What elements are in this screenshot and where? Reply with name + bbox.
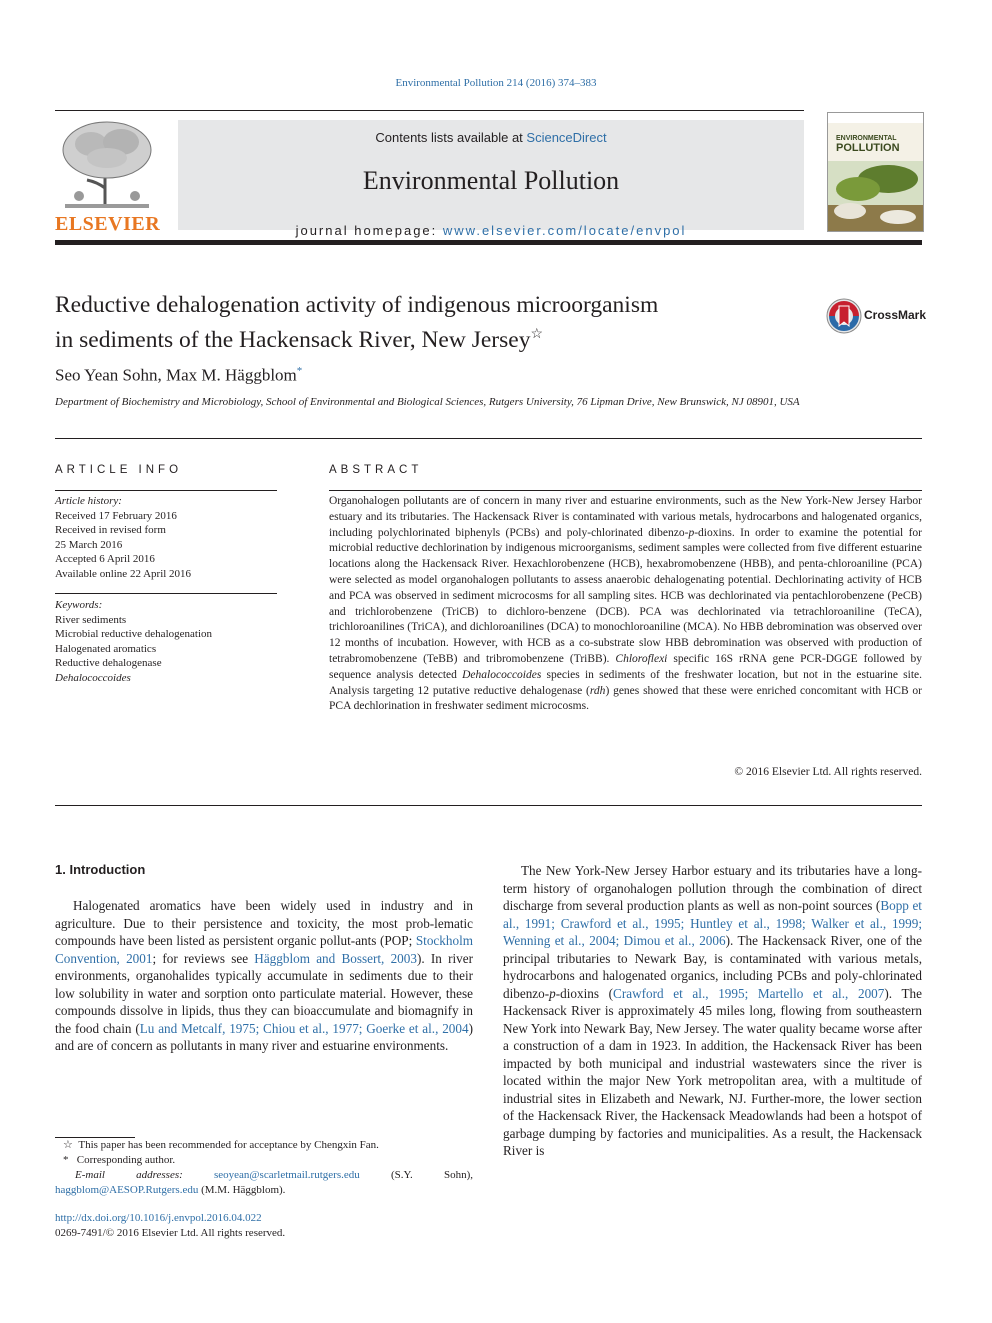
- keyword-item: Halogenated aromatics: [55, 642, 157, 655]
- email-owner: (S.Y. Sohn),: [359, 1169, 473, 1181]
- abstract-part: -dioxins. In order to examine the potential for microbial reductive dechlorination by indigenous microorganisms, sediment samples were collected from five different estuarine locations along the Hackensack River. Hexachlorobenzene (HCB), hexabromobenzene (HBB), and penta-chloroaniline (PCA) were selected as model organohalogen pollutants to assess anaerobic dehalogenating potential. Dechlorinating activity of HCB and PCA was observed in sediment microcosms for all sampling sites. HCB was dechlorinated via pentachlorobenzene (PeCB) and trichlorobenzene (TriCB) to dichloro-benzene (DCB). PCA was dechlorinated via tetrachloroaniline (TeCA), trichloroanilines (TriCA), and dichloroanilines (DCA) to monochloroaniline (MCA). No HBB debromination was observed over 12 months of incubation. However, with HCB as a co-substrate slow HBB debromination was observed with production of tetrabromobenzene (TeBB) and tribromobenzene (TriBB).: [329, 526, 922, 665]
- corresponding-author-mark[interactable]: *: [296, 365, 303, 377]
- abstract-italic: Dehalococcoides: [462, 668, 542, 681]
- article-title: [55, 290, 775, 355]
- abstract-text: [329, 494, 922, 715]
- journal-header-band: [178, 120, 804, 238]
- abstract-heading: ABSTRACT: [329, 464, 423, 476]
- sciencedirect-link[interactable]: ScienceDirect: [526, 130, 607, 145]
- abstract-part: ) genes showed that these were enriched concomitant with HCB or PCA dechlorination in freshwater sediment microcosms.: [329, 684, 922, 713]
- elsevier-logo[interactable]: [55, 118, 159, 236]
- keywords-block: [55, 598, 277, 685]
- footnote-star-text: This paper has been recommended for acceptance by Chengxin Fan.: [78, 1139, 379, 1151]
- footnote-star: ☆ This paper has been recommended for acceptance by Chengxin Fan.: [63, 1139, 379, 1151]
- keyword-item: Dehalococcoides: [55, 671, 131, 684]
- footnote-corr-text: Corresponding author.: [76, 1154, 176, 1166]
- doi-block: [55, 1211, 285, 1241]
- keywords-label: Keywords:: [55, 599, 103, 611]
- abstract-copyright: © 2016 Elsevier Ltd. All rights reserved.: [734, 766, 922, 778]
- abstract-part: species in sediments of the freshwater location, but not in the estuarine site. Analysis targeting 12 putative reductive dehalogenase (: [329, 668, 922, 697]
- body-text: The New York-New Jersey Harbor estuary and its tributaries have a long-term history of organohalogen pollution through the combination of direct discharge from several production plants as well as non-point sources (: [503, 863, 922, 913]
- keyword-item: Microbial reductive dehalogenation: [55, 628, 212, 640]
- crossmark-icon: [826, 298, 862, 334]
- history-label: Article history:: [55, 495, 122, 507]
- affiliation-rule: [55, 438, 922, 439]
- cover-title-line1: ENVIRONMENTAL: [836, 135, 897, 142]
- elsevier-wordmark: ELSEVIER: [55, 213, 161, 235]
- body-text: ; for reviews see: [152, 950, 255, 966]
- abstract-italic: Chloroflexi: [615, 652, 668, 665]
- history-item: Available online 22 April 2016: [55, 567, 192, 580]
- history-item: Accepted 6 April 2016: [55, 553, 155, 565]
- article-info-rule: [55, 490, 277, 491]
- author-names: Seo Yean Sohn, Max M. Häggblom: [55, 365, 297, 385]
- crossmark-badge[interactable]: [826, 296, 927, 336]
- journal-name: Environmental Pollution: [362, 166, 620, 195]
- author-list: [55, 365, 302, 386]
- keyword-item: River sediments: [55, 613, 127, 626]
- email-owner: (M.M. Häggblom).: [198, 1184, 286, 1196]
- footnote-emails: [55, 1168, 473, 1198]
- section-heading-introduction: 1. Introduction: [55, 862, 146, 877]
- body-text: -dioxins (: [555, 985, 614, 1001]
- email-link[interactable]: seoyean@scarletmail.rutgers.edu: [214, 1169, 360, 1181]
- title-line1: Reductive dehalogenation activity of indigenous microorganism: [55, 292, 659, 318]
- history-item: Received 17 February 2016: [55, 509, 177, 522]
- homepage-url-link[interactable]: www.elsevier.com/locate/envpol: [442, 223, 687, 238]
- keyword-item: Reductive dehalogenase: [55, 657, 162, 669]
- citation-link[interactable]: Bopp et al., 1991; Crawford et al., 1995; Huntley et al., 1998; Walker et al., 1999; Wenning et al., 2004; Dimou et al., 2006: [503, 898, 922, 948]
- email-label: E-mail addresses:: [75, 1169, 214, 1181]
- article-info-heading: ARTICLE INFO: [55, 464, 183, 476]
- body-italic: p: [549, 985, 556, 1001]
- abstract-rule: [329, 490, 922, 491]
- contents-prefix: Contents lists available at: [375, 130, 527, 145]
- journal-citation-link[interactable]: Environmental Pollution 214 (2016) 374–383: [395, 77, 597, 89]
- header-bottom-rule: [55, 240, 922, 245]
- affiliation: Department of Biochemistry and Microbiology, School of Environmental and Biological Sciences, Rutgers University, 76 Lipman Drive, New Brunswick, NJ 08901, USA: [55, 396, 800, 408]
- title-footnote-star[interactable]: ☆: [530, 327, 544, 342]
- body-text: ). The Hackensack River, one of the principal tributaries to Newark Bay, is contaminated with various metals, hydrocarbons and halogenated organics, including PCBs and poly-chlorinated dibenzo-: [503, 933, 922, 1001]
- body-text: Halogenated aromatics have been widely used in industry and in agriculture. Due to their persistence and toxicity, the most prob-lematic compounds have been listed as persistent organic pollut-ants (POP;: [55, 898, 473, 948]
- abstract-italic: rdh: [589, 684, 606, 697]
- header-top-rule: [55, 110, 804, 111]
- keywords-rule: [55, 593, 277, 594]
- title-line2: in sediments of the Hackensack River, New Jersey: [55, 326, 531, 353]
- email-link[interactable]: haggblom@AESOP.Rutgers.edu: [55, 1184, 199, 1196]
- citation-link[interactable]: Lu and Metcalf, 1975; Chiou et al., 1977; Goerke et al., 2004: [139, 1020, 469, 1036]
- citation-link[interactable]: Crawford et al., 1995; Martello et al., 2007: [613, 985, 885, 1001]
- journal-cover-thumbnail[interactable]: [827, 112, 924, 232]
- abstract-part: specific 16S rRNA gene PCR-DGGE followed by sequence analysis detected: [329, 652, 922, 681]
- abstract-bottom-rule: [55, 805, 922, 806]
- journal-homepage-line: [178, 223, 804, 238]
- contents-lists-line: [178, 130, 804, 145]
- intro-paragraph-right: [503, 862, 922, 1160]
- body-text: ). In river environments, organohalides typically accumulate in sediments due to their low solubility in water and sorption onto particulate material. However, these compounds dissolve in lipids, thus they can bioaccumulate and biomagnify in the food chain (: [55, 950, 474, 1036]
- body-text: ). The Hackensack River is approximately 45 miles long, flowing from southeastern New York into Newark Bay, New Jersey. The water quality became worse after a construction of a dam in 1923. In addition, the Hackensack River has been impacted by both municipal and industrial wastewaters since the river is located within the major New York metropolitan area, with a multitude of industrial sites in Elizabeth and Newark, NJ. Further-more, the lower section of the Hackensack River, the Hackensack Meadowlands had been a hotspot of garbage dumping by factories and municipalities. As a result, the Hackensack River is: [503, 985, 923, 1158]
- citation-link[interactable]: Stockholm Convention, 2001: [55, 933, 473, 966]
- issn-copyright: 0269-7491/© 2016 Elsevier Ltd. All rights reserved.: [55, 1227, 286, 1239]
- homepage-label: journal homepage:: [295, 223, 443, 238]
- cover-title-line2: POLLUTION: [836, 142, 900, 154]
- crossmark-label: CrossMark: [864, 308, 927, 322]
- history-item: Received in revised form: [55, 524, 166, 536]
- abstract-italic: p: [688, 526, 695, 539]
- article-history: [55, 494, 277, 581]
- cover-image: [828, 161, 923, 231]
- intro-paragraph-left: [55, 897, 473, 1055]
- body-text: ) and are of concern as pollutants in many river and estuarine environments.: [55, 1020, 473, 1053]
- elsevier-tree-icon: [55, 118, 159, 214]
- doi-link[interactable]: http://dx.doi.org/10.1016/j.envpol.2016.04.022: [55, 1212, 262, 1224]
- footnote-corresponding: * Corresponding author.: [63, 1154, 176, 1166]
- abstract-part: Organohalogen pollutants are of concern in many river and estuarine environments, such as the New York-New Jersey Harbor estuary and its tributaries. The Hackensack River is contaminated with various metals, hydrocarbons and halogenated organics, including polychlorinated biphenyls (PCBs) and poly-chlorinated dibenzo-: [329, 495, 922, 539]
- history-item: 25 March 2016: [55, 538, 123, 551]
- citation-link[interactable]: Häggblom and Bossert, 2003: [254, 950, 417, 966]
- footnotes: [55, 1138, 473, 1198]
